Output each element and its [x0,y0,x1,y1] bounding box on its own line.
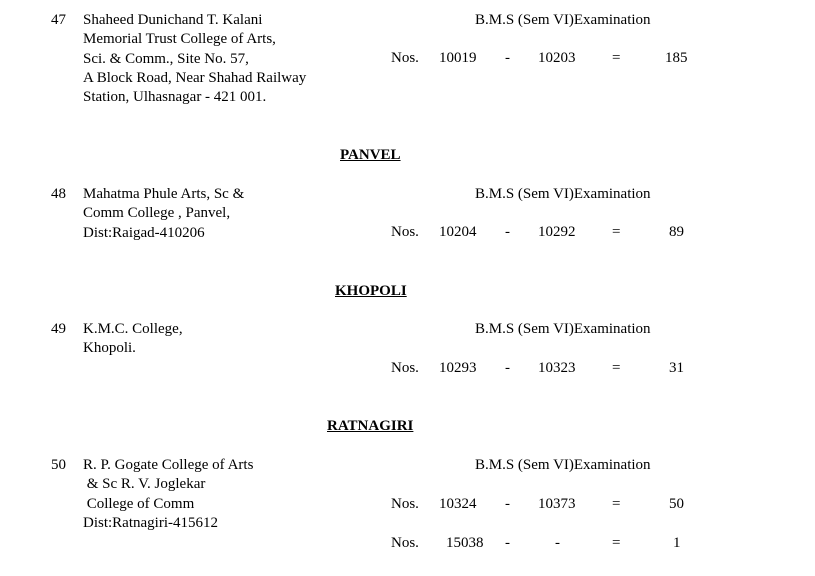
range-dash: - [505,535,510,551]
section-heading-khopoli: KHOPOLI [335,283,407,299]
seat-from: 15038 [446,535,484,551]
exam-name: B.M.S (Sem VI)Examination [475,186,651,202]
college-line: & Sc R. V. Joglekar [83,476,206,493]
seat-count: 31 [669,360,684,376]
college-line: Mahatma Phule Arts, Sc & [83,186,245,202]
equals-sign: = [612,535,621,551]
college-address [83,456,253,533]
college-line: R. P. Gogate College of Arts [83,457,254,473]
seat-to: 10373 [538,496,576,512]
seat-to: 10203 [538,50,576,66]
seat-to: 10323 [538,360,576,376]
seat-count: 1 [673,535,681,551]
range-dash: - [505,50,510,66]
entry-number: 48 [51,186,66,202]
college-line: Memorial Trust College of Arts, [83,31,276,48]
seat-count: 50 [669,496,684,512]
college-line: Dist:Raigad-410206 [83,224,205,241]
seat-to: - [555,535,560,551]
college-line: Shaheed Dunichand T. Kalani [83,12,263,28]
section-heading-ratnagiri: RATNAGIRI [327,418,414,434]
equals-sign: = [612,496,621,512]
nos-label: Nos. [391,496,419,512]
nos-label: Nos. [391,50,419,66]
seat-count: 185 [665,50,688,66]
entry-number: 50 [51,457,66,473]
exam-name: B.M.S (Sem VI)Examination [475,321,651,337]
college-line: Station, Ulhasnagar - 421 001. [83,89,267,106]
equals-sign: = [612,50,621,66]
nos-label: Nos. [391,535,419,551]
range-dash: - [505,224,510,240]
seat-from: 10324 [439,496,477,512]
college-line: Sci. & Comm., Site No. 57, [83,50,249,67]
entry-number: 49 [51,321,66,337]
equals-sign: = [612,224,621,240]
college-line: K.M.C. College, [83,321,183,337]
college-line: Khopoli. [83,340,136,357]
seat-from: 10019 [439,50,477,66]
range-dash: - [505,360,510,376]
entry-number: 47 [51,12,66,28]
nos-label: Nos. [391,224,419,240]
exam-name: B.M.S (Sem VI)Examination [475,457,651,473]
college-address [83,11,306,107]
college-line: A Block Road, Near Shahad Railway [83,69,307,86]
seat-from: 10204 [439,224,477,240]
college-line: College of Comm [83,495,195,512]
section-heading-panvel: PANVEL [340,147,401,163]
college-line: Comm College , Panvel, [83,205,231,222]
range-dash: - [505,496,510,512]
seat-to: 10292 [538,224,576,240]
exam-name: B.M.S (Sem VI)Examination [475,12,651,28]
college-address [83,185,244,243]
college-line: Dist:Ratnagiri-415612 [83,514,218,531]
nos-label: Nos. [391,360,419,376]
college-address [83,320,183,359]
seat-from: 10293 [439,360,477,376]
seat-count: 89 [669,224,684,240]
equals-sign: = [612,360,621,376]
